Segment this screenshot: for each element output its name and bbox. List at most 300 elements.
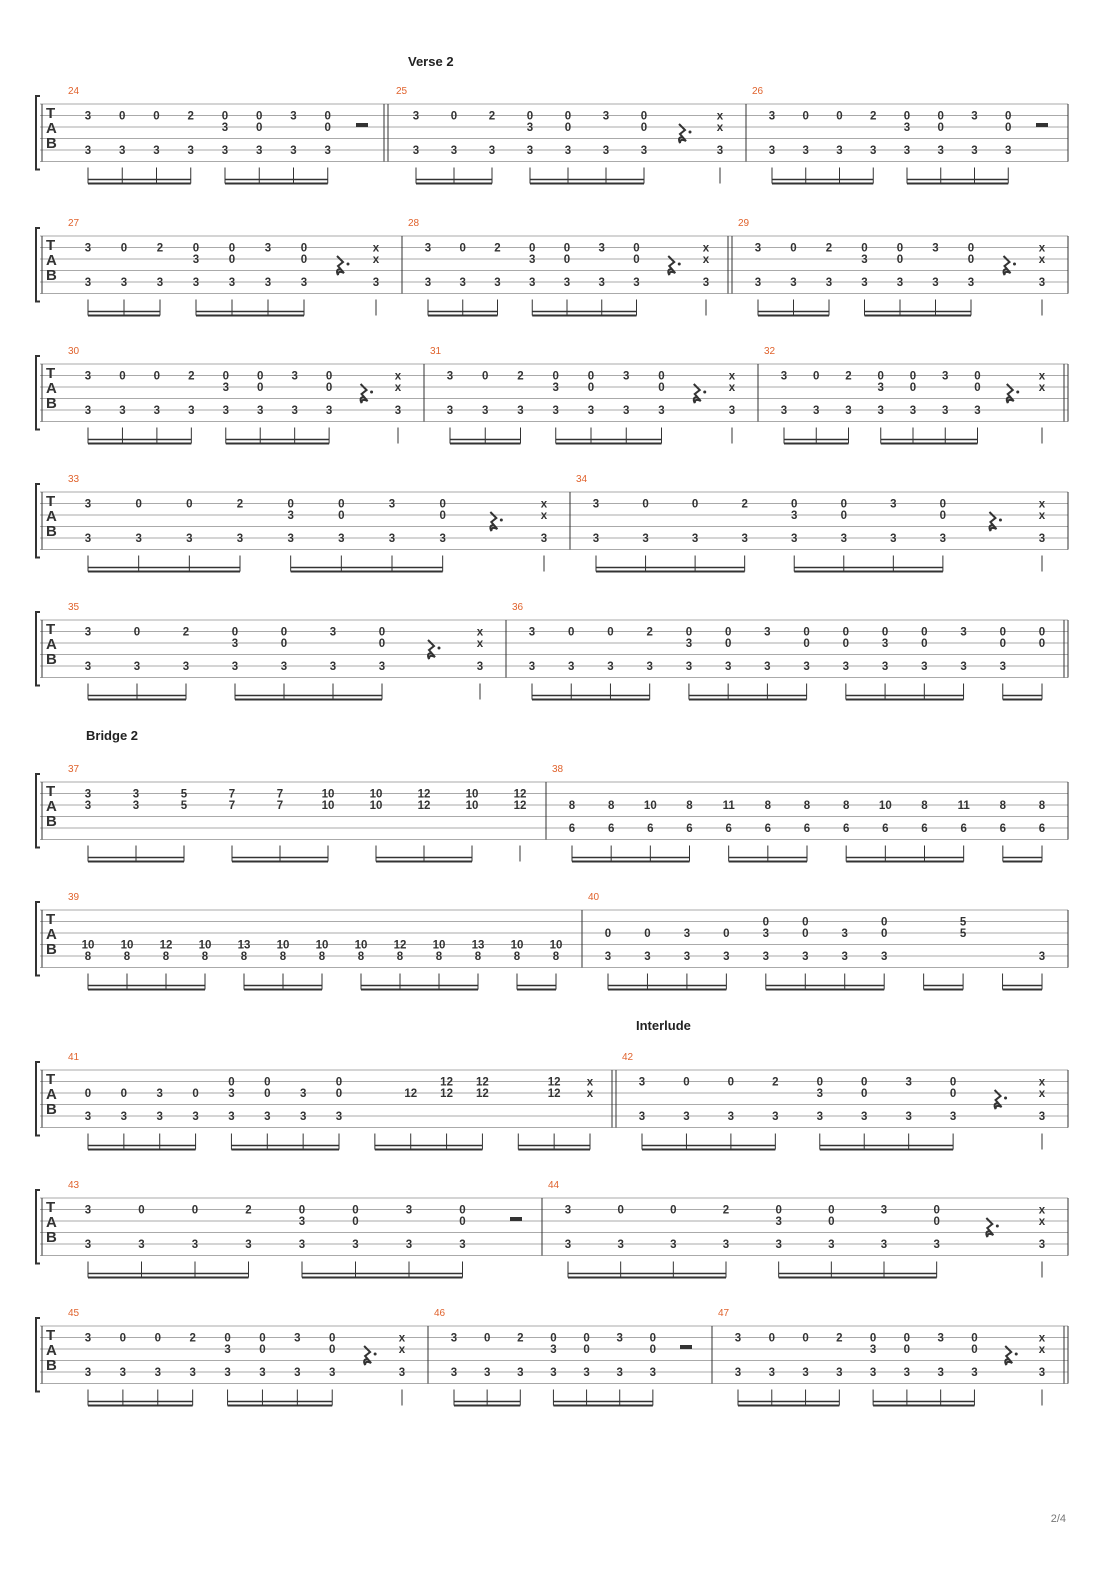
fret-number: 3 (840, 533, 847, 545)
measure-number: 44 (548, 1180, 560, 1191)
fret-number: 3 (222, 405, 229, 417)
fret-number: 5 (180, 800, 188, 812)
fret-number: 3 (133, 661, 141, 673)
fret-number: 0 (644, 928, 651, 940)
fret-number: 0 (803, 626, 810, 639)
fret-number: 0 (325, 382, 333, 394)
measure-number: 31 (430, 346, 442, 357)
measure-number: 38 (552, 764, 564, 775)
fret-number: x (728, 382, 736, 394)
fret-number: 3 (84, 1204, 92, 1217)
fret-number: 0 (583, 1332, 590, 1345)
fret-number: 12 (440, 1076, 453, 1089)
fret-number: 3 (762, 928, 770, 940)
tab-clef-letter: A (46, 636, 57, 653)
fret-number: 2 (517, 1332, 524, 1345)
measure-number: 40 (588, 892, 600, 903)
fret-number: 3 (971, 1367, 978, 1379)
fret-number: 6 (607, 823, 615, 835)
fret-number: 3 (405, 1204, 413, 1217)
fret-number: 3 (1005, 145, 1012, 157)
fret-number: 3 (564, 1204, 572, 1217)
measure-number: 24 (68, 86, 80, 97)
tab-clef-letter: A (46, 252, 57, 269)
measure-number: 28 (408, 218, 420, 229)
fret-number: 6 (686, 823, 693, 835)
fret-number: 0 (563, 242, 571, 255)
fret-number: 3 (921, 661, 928, 673)
fret-number: 3 (84, 661, 92, 673)
fret-number: 0 (529, 242, 536, 255)
fret-number: 0 (224, 1332, 231, 1345)
fret-number: 0 (552, 370, 559, 383)
fret-number: 3 (84, 1332, 92, 1345)
fret-number: 3 (890, 533, 897, 545)
fret-number: 10 (369, 800, 383, 812)
fret-number: 3 (754, 277, 762, 289)
fret-number: 3 (780, 405, 788, 417)
fret-number: 0 (999, 638, 1006, 650)
tab-clef-letter: A (46, 1214, 57, 1231)
fret-number: 3 (841, 951, 848, 963)
fret-number: 3 (1038, 951, 1046, 963)
fret-number: 10 (549, 939, 563, 952)
fret-number: 12 (513, 800, 527, 812)
fret-number: 3 (329, 661, 337, 673)
fret-number: 3 (716, 145, 724, 157)
fret-number: 3 (84, 277, 92, 289)
fret-number: x (1038, 382, 1046, 394)
fret-number: 3 (764, 626, 771, 639)
fret-number: 3 (762, 951, 770, 963)
fret-number: 3 (290, 145, 297, 157)
fret-number: 3 (153, 145, 160, 157)
fret-number: 10 (510, 939, 524, 952)
fret-number: 7 (276, 788, 284, 801)
fret-number: 2 (741, 498, 748, 511)
fret-number: 0 (564, 110, 572, 123)
fret-number: 3 (222, 382, 229, 394)
fret-number: 3 (685, 638, 693, 650)
fret-number: 0 (120, 242, 128, 255)
tab-clef-letter: B (46, 267, 57, 284)
fret-number: 2 (187, 110, 194, 123)
fret-number: 0 (937, 110, 944, 123)
fret-number: 3 (459, 1239, 466, 1251)
fret-number: 3 (971, 145, 978, 157)
fret-number: 0 (119, 110, 126, 123)
fret-number: 3 (298, 1239, 306, 1251)
fret-number: 13 (237, 939, 251, 952)
fret-number: 3 (890, 498, 897, 511)
fret-number: 3 (1038, 533, 1046, 545)
tab-clef-letter: A (46, 1342, 57, 1359)
fret-number: 3 (280, 661, 288, 673)
fret-number: 3 (813, 405, 820, 417)
fret-number: 3 (602, 110, 610, 123)
fret-number: x (372, 242, 380, 255)
fret-number: 10 (321, 800, 335, 812)
fret-number: 3 (877, 382, 884, 394)
fret-number: 3 (790, 277, 797, 289)
fret-number: 6 (764, 823, 772, 835)
fret-number: 0 (880, 928, 888, 940)
fret-number: 3 (298, 1216, 306, 1228)
fret-number: 3 (221, 122, 229, 134)
tab-clef-letter: T (46, 365, 56, 382)
fret-number: 3 (563, 277, 571, 289)
fret-number: 3 (642, 533, 649, 545)
fret-number: 13 (471, 939, 485, 952)
fret-number: x (586, 1088, 594, 1100)
fret-number: 3 (84, 1111, 92, 1123)
fret-number: 12 (547, 1076, 561, 1089)
tab-clef-letter: T (46, 1071, 56, 1088)
fret-number: 3 (264, 242, 272, 255)
fret-number: 3 (649, 1367, 657, 1379)
fret-number: 0 (971, 1332, 978, 1345)
dot (438, 647, 441, 650)
fret-number: 8 (396, 951, 404, 963)
fret-number: 3 (488, 145, 496, 157)
fret-number: 3 (768, 110, 776, 123)
system-bracket (36, 96, 40, 170)
fret-number: 0 (300, 254, 308, 266)
fret-number: 0 (658, 370, 665, 383)
fret-number: 0 (877, 370, 884, 383)
measure-number: 47 (718, 1308, 730, 1319)
fret-number: 8 (279, 951, 287, 963)
fret-number: 3 (388, 498, 396, 511)
fret-number: 3 (772, 1111, 779, 1123)
fret-number: 3 (450, 1332, 458, 1345)
fret-number: x (728, 370, 736, 383)
fret-number: 8 (686, 800, 693, 812)
fret-number: x (716, 110, 724, 123)
fret-number: 0 (724, 638, 732, 650)
fret-number: 5 (959, 928, 967, 940)
measure-number: 36 (512, 602, 524, 613)
fret-number: 0 (967, 242, 975, 255)
fret-number: 0 (259, 1344, 266, 1356)
fret-number: 8 (435, 951, 443, 963)
fret-number: 12 (547, 1088, 561, 1100)
tab-clef-letter: T (46, 911, 56, 928)
fret-number: 0 (191, 1204, 199, 1217)
fret-number: x (702, 242, 710, 255)
fret-number: 3 (264, 277, 272, 289)
fret-number: 6 (921, 823, 928, 835)
fret-number: x (1038, 1332, 1046, 1345)
dot (1016, 391, 1019, 394)
fret-number: 3 (909, 405, 917, 417)
fret-number: 0 (257, 382, 264, 394)
fret-number: 3 (727, 1111, 735, 1123)
fret-number: 3 (526, 122, 534, 134)
half-rest (1036, 123, 1048, 127)
fret-number: 3 (587, 405, 595, 417)
fret-number: 3 (228, 1088, 235, 1100)
measure-number: 27 (68, 218, 80, 229)
fret-number: 0 (768, 1332, 775, 1345)
measure-number: 25 (396, 86, 408, 97)
fret-number: 0 (974, 382, 981, 394)
fret-number: 0 (133, 626, 141, 639)
fret-number: 10 (465, 788, 479, 801)
fret-number: 8 (607, 800, 615, 812)
fret-number: 8 (764, 800, 772, 812)
fret-number: 3 (960, 626, 967, 639)
fret-number: 0 (1005, 110, 1012, 123)
fret-number: x (1038, 498, 1046, 511)
fret-number: 6 (568, 823, 576, 835)
fret-number: 3 (84, 1367, 92, 1379)
tab-clef-letter: A (46, 380, 57, 397)
fret-number: 3 (224, 1344, 231, 1356)
section-label: Verse 2 (408, 54, 454, 69)
fret-number: 3 (903, 145, 911, 157)
fret-number: 3 (228, 1111, 235, 1123)
tab-clef-letter: B (46, 135, 57, 152)
fret-number: 12 (404, 1088, 418, 1100)
fret-number: 3 (633, 277, 640, 289)
fret-number: 0 (802, 1332, 809, 1345)
fret-number: 8 (842, 800, 850, 812)
fret-number: 0 (568, 626, 575, 639)
tab-clef-letter: B (46, 1357, 57, 1374)
fret-number: 3 (880, 1239, 888, 1251)
fret-number: 3 (768, 145, 776, 157)
fret-number: 3 (644, 951, 651, 963)
dot (678, 263, 681, 266)
fret-number: 0 (298, 1204, 306, 1217)
fret-number: 3 (84, 800, 92, 812)
fret-number: 3 (552, 405, 559, 417)
tab-clef-letter: T (46, 1327, 56, 1344)
fret-number: 3 (264, 1111, 271, 1123)
fret-number: 3 (728, 405, 736, 417)
fret-number: 3 (338, 533, 345, 545)
fret-number: 3 (119, 1367, 127, 1379)
fret-number: 10 (465, 800, 479, 812)
fret-number: 6 (725, 823, 732, 835)
fret-number: x (394, 382, 402, 394)
fret-number: 3 (877, 405, 884, 417)
measure-number: 41 (68, 1052, 80, 1063)
fret-number: 8 (999, 800, 1007, 812)
system-bracket (36, 1190, 40, 1264)
fret-number: 0 (550, 1332, 557, 1345)
fret-number: 3 (683, 1111, 690, 1123)
fret-number: 3 (702, 277, 710, 289)
tab-clef-letter: A (46, 508, 57, 525)
fret-number: 3 (156, 277, 164, 289)
fret-number: x (702, 254, 710, 266)
fret-number: 0 (775, 1204, 782, 1217)
fret-number: 0 (228, 1076, 235, 1089)
fret-number: 3 (84, 533, 92, 545)
fret-number: 0 (459, 242, 466, 255)
fret-number: 3 (119, 145, 126, 157)
fret-number: 3 (84, 498, 92, 511)
fret-number: 2 (517, 370, 524, 383)
fret-number: 7 (228, 800, 236, 812)
dot (347, 263, 350, 266)
fret-number: 0 (790, 242, 797, 255)
fret-number: 3 (372, 277, 380, 289)
fret-number: 0 (607, 626, 614, 639)
fret-number: 10 (315, 939, 329, 952)
fret-number: 0 (439, 510, 446, 522)
dot (1015, 1353, 1018, 1356)
fret-number: 12 (393, 939, 407, 952)
fret-number: 0 (640, 110, 648, 123)
system-bracket (36, 228, 40, 302)
fret-number: 5 (959, 916, 967, 929)
fret-number: 2 (845, 370, 852, 383)
fret-number: 0 (325, 370, 333, 383)
fret-number: 2 (494, 242, 501, 255)
fret-number: 0 (459, 1216, 466, 1228)
dot (689, 131, 692, 134)
tab-clef-letter: T (46, 621, 56, 638)
measure-number: 35 (68, 602, 80, 613)
fret-number: 0 (802, 928, 809, 940)
dot (1013, 263, 1016, 266)
fret-number: 3 (526, 145, 534, 157)
fret-number: 0 (335, 1076, 343, 1089)
fret-number: 0 (335, 1088, 343, 1100)
fret-number: 6 (803, 823, 811, 835)
fret-number: 3 (84, 1239, 92, 1251)
fret-number: 3 (153, 405, 161, 417)
fret-number: 8 (803, 800, 811, 812)
fret-number: 0 (1038, 638, 1046, 650)
fret-number: 8 (1038, 800, 1046, 812)
fret-number: 0 (84, 1088, 92, 1100)
fret-number: 0 (633, 254, 640, 266)
tab-clef-letter: T (46, 1199, 56, 1216)
fret-number: 0 (828, 1204, 835, 1217)
fret-number: 3 (617, 1239, 624, 1251)
half-rest (510, 1217, 522, 1221)
fret-number: x (1038, 510, 1046, 522)
fret-number: 3 (256, 145, 263, 157)
tab-clef-letter: B (46, 523, 57, 540)
fret-number: 0 (921, 638, 928, 650)
fret-number: 0 (869, 1332, 877, 1345)
fret-number: 3 (905, 1111, 912, 1123)
measure-number: 34 (576, 474, 588, 485)
measure-number: 42 (622, 1052, 634, 1063)
fret-number: 8 (201, 951, 209, 963)
fret-number: 3 (842, 661, 850, 673)
fret-number: 0 (937, 122, 944, 134)
fret-number: 0 (658, 382, 665, 394)
fret-number: 0 (727, 1076, 735, 1089)
system-bracket (36, 774, 40, 848)
measure-number: 29 (738, 218, 750, 229)
fret-number: 2 (722, 1204, 730, 1217)
fret-number: 0 (903, 1344, 911, 1356)
fret-number: 0 (587, 370, 595, 383)
fret-number: 0 (192, 1088, 199, 1100)
tab-clef-letter: A (46, 798, 57, 815)
fret-number: 0 (526, 110, 534, 123)
dot (370, 391, 373, 394)
fret-number: 3 (257, 405, 264, 417)
fret-number: 0 (280, 626, 288, 639)
fret-number: 3 (290, 110, 297, 123)
dot (500, 519, 503, 522)
fret-number: 3 (802, 1367, 809, 1379)
fret-number: 0 (939, 498, 947, 511)
fret-number: 0 (135, 498, 142, 511)
fret-number: 3 (592, 498, 600, 511)
fret-number: 0 (967, 254, 975, 266)
dot (703, 391, 706, 394)
fret-number: 12 (476, 1088, 489, 1100)
fret-number: 0 (880, 916, 888, 929)
fret-number: 3 (120, 1111, 128, 1123)
fret-number: 3 (299, 1111, 307, 1123)
fret-number: 10 (369, 788, 383, 801)
fret-number: 3 (329, 1367, 336, 1379)
fret-number: 3 (405, 1239, 413, 1251)
fret-number: 3 (905, 1076, 912, 1089)
fret-number: 0 (649, 1344, 657, 1356)
fret-number: 3 (550, 1367, 557, 1379)
fret-number: 3 (291, 370, 298, 383)
fret-number: 3 (802, 145, 809, 157)
fret-number: x (540, 498, 548, 511)
fret-number: 11 (957, 800, 970, 812)
fret-number: 0 (564, 122, 572, 134)
fret-number: 3 (638, 1111, 646, 1123)
fret-number: 3 (450, 145, 458, 157)
fret-number: 3 (156, 1088, 163, 1100)
fret-number: 3 (325, 405, 333, 417)
fret-number: 3 (191, 1239, 199, 1251)
fret-number: 8 (84, 951, 92, 963)
fret-number: 3 (685, 661, 693, 673)
fret-number: 0 (933, 1216, 940, 1228)
fret-number: 3 (84, 145, 92, 157)
fret-number: 0 (119, 1332, 127, 1345)
fret-number: 8 (123, 951, 131, 963)
fret-number: 3 (723, 951, 730, 963)
fret-number: 0 (896, 242, 904, 255)
fret-number: 12 (159, 939, 173, 952)
fret-number: 6 (882, 823, 889, 835)
fret-number: 3 (937, 1332, 944, 1345)
dot (1004, 1097, 1007, 1100)
system-bracket (36, 612, 40, 686)
fret-number: 3 (517, 1367, 524, 1379)
fret-number: 3 (974, 405, 981, 417)
fret-number: 0 (222, 370, 229, 383)
fret-number: 3 (540, 533, 548, 545)
fret-number: 0 (256, 122, 263, 134)
fret-number: 3 (156, 1111, 163, 1123)
fret-number: 3 (942, 405, 949, 417)
fret-number: 3 (120, 277, 128, 289)
fret-number: 6 (960, 823, 967, 835)
fret-number: 6 (842, 823, 850, 835)
fret-number: 0 (221, 110, 229, 123)
fret-number: 0 (842, 638, 850, 650)
fret-number: 3 (939, 533, 947, 545)
